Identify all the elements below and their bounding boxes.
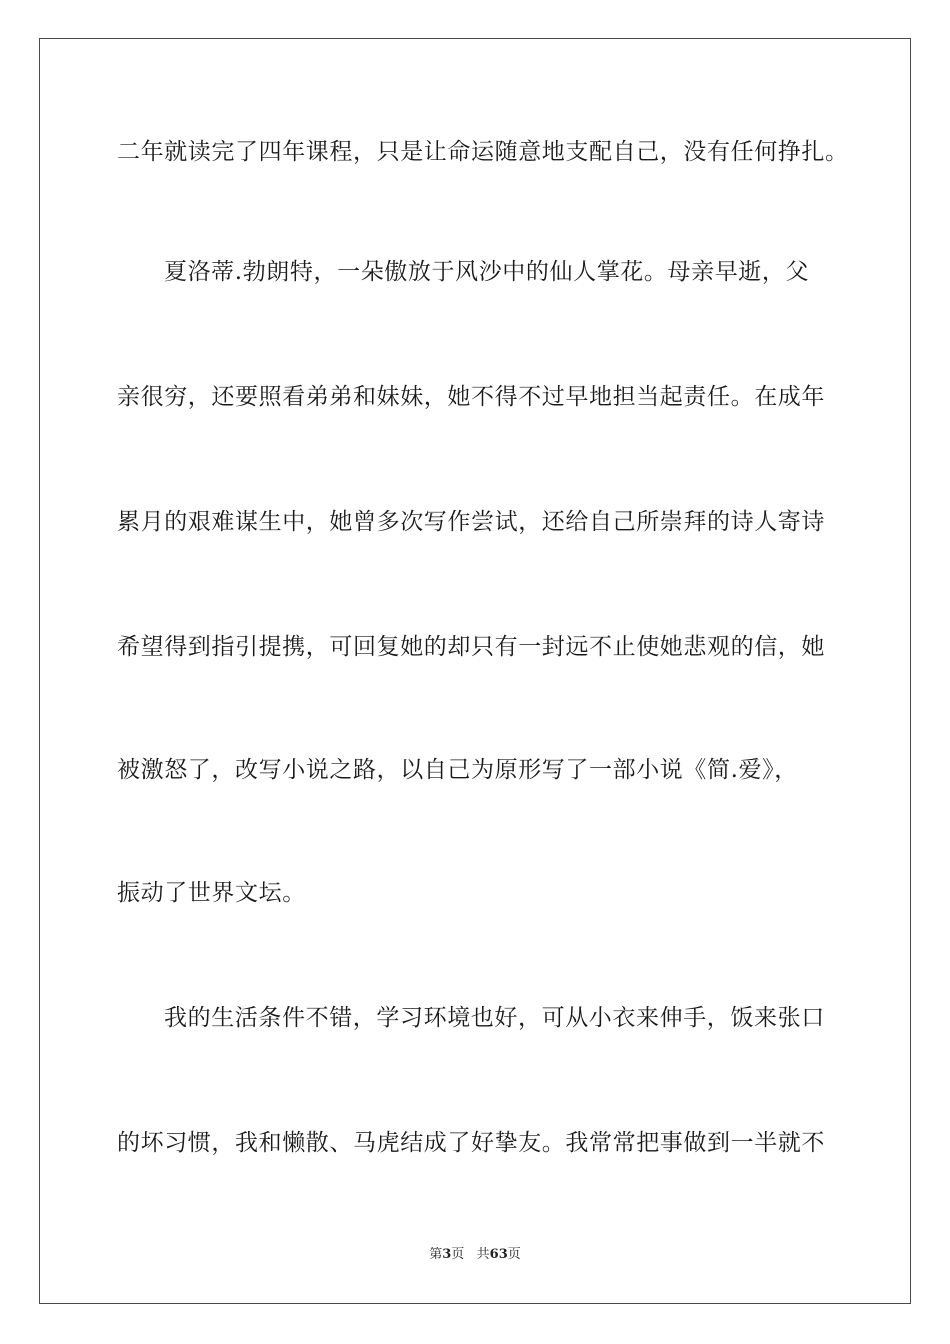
- paragraph-first-line: 夏洛蒂.勃朗特，一朵傲放于风沙中的仙人掌花。母亲早逝，父: [164, 259, 810, 285]
- footer-page-number: 3: [442, 1247, 452, 1262]
- text-line: 二年就读完了四年课程，只是让命运随意地支配自己，没有任何挣扎。: [117, 139, 849, 165]
- footer-total-pages: 63: [489, 1247, 508, 1262]
- text-line: 累月的艰难谋生中，她曾多次写作尝试，还给自己所崇拜的诗人寄诗: [117, 509, 825, 535]
- footer-page-suffix: 页: [507, 1247, 521, 1262]
- page-border: [39, 38, 911, 1304]
- text-line: 被激怒了，改写小说之路，以自己为原形写了一部小说《简.爱》，: [117, 757, 798, 783]
- page-footer: [0, 1246, 950, 1264]
- text-line: 亲很穷，还要照看弟弟和妹妹，她不得不过早地担当起责任。在成年: [117, 384, 825, 410]
- footer-page-prefix: 第: [429, 1247, 443, 1262]
- paragraph-first-line: 我的生活条件不错，学习环境也好，可从小衣来伸手，饭来张口: [164, 1005, 825, 1031]
- text-line: 的坏习惯，我和懒散、马虎结成了好挚友。我常常把事做到一半就不: [117, 1130, 825, 1156]
- text-line: 振动了世界文坛。: [117, 880, 306, 906]
- text-line: 希望得到指引提携，可回复她的却只有一封远不止使她悲观的信，她: [117, 634, 825, 660]
- footer-page-mid: 页 共: [451, 1247, 490, 1262]
